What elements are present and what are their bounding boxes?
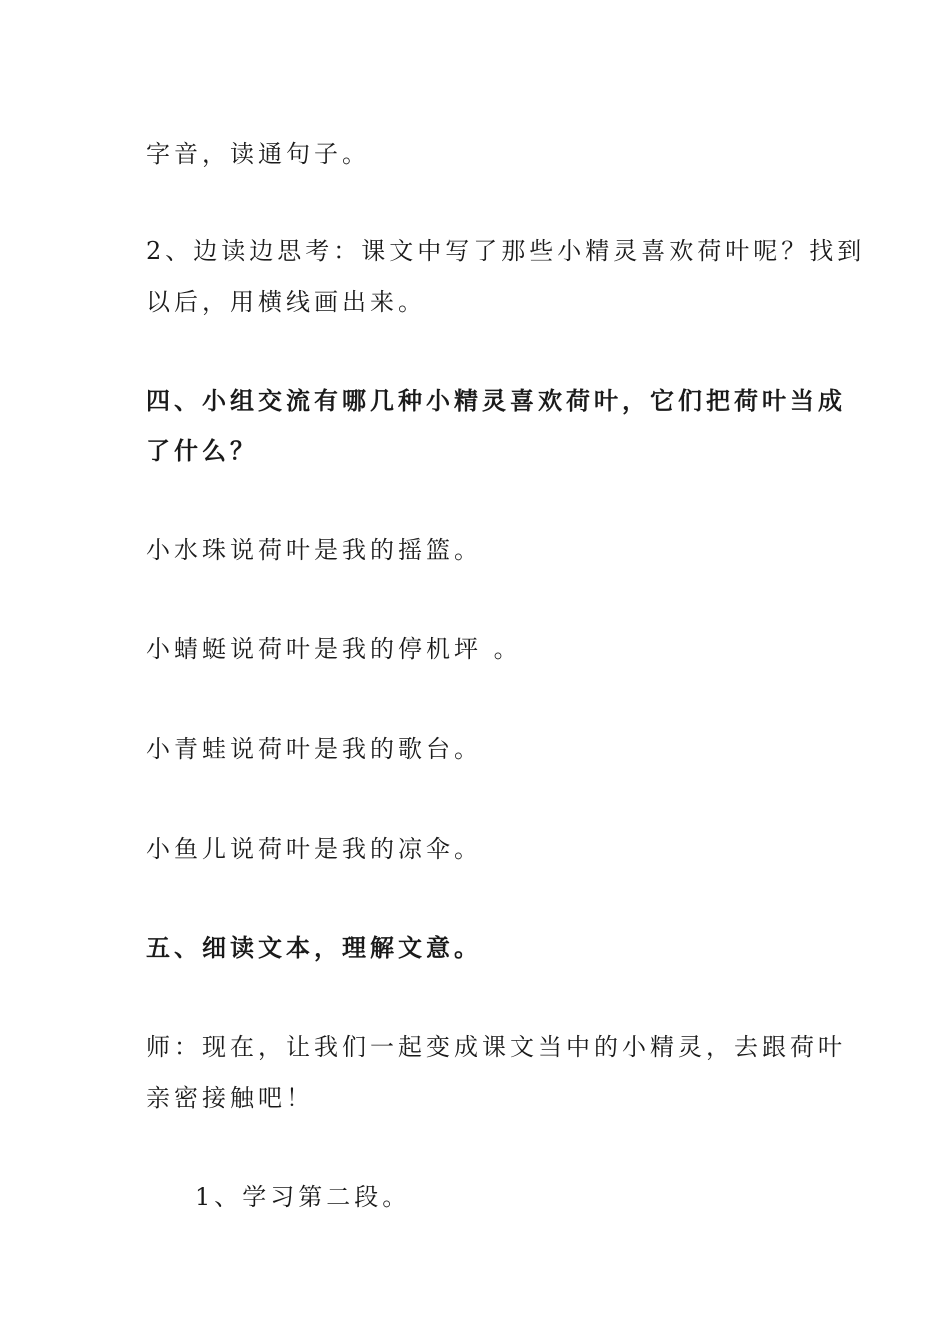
paragraph-line: 以后，用横线画出来。 [146, 288, 426, 316]
paragraph-line: 小蜻蜓说荷叶是我的停机坪 。 [146, 635, 522, 663]
section-heading: 四、小组交流有哪几种小精灵喜欢荷叶，它们把荷叶当成 [146, 386, 846, 415]
paragraph-line: 小水珠说荷叶是我的摇篮。 [146, 536, 482, 564]
paragraph-line: 1、学习第二段。 [195, 1183, 411, 1211]
paragraph-line: 小青蛙说荷叶是我的歌台。 [146, 735, 482, 763]
section-heading: 五、细读文本，理解文意。 [146, 933, 482, 962]
paragraph-line: 师：现在，让我们一起变成课文当中的小精灵，去跟荷叶 [146, 1033, 846, 1061]
section-heading: 了什么？ [146, 436, 258, 465]
paragraph-line: 2、边读边思考：课文中写了那些小精灵喜欢荷叶呢？找到 [146, 237, 866, 265]
paragraph-line: 字音，读通句子。 [146, 140, 370, 168]
paragraph-line: 小鱼儿说荷叶是我的凉伞。 [146, 835, 482, 863]
paragraph-line: 亲密接触吧！ [146, 1084, 314, 1112]
